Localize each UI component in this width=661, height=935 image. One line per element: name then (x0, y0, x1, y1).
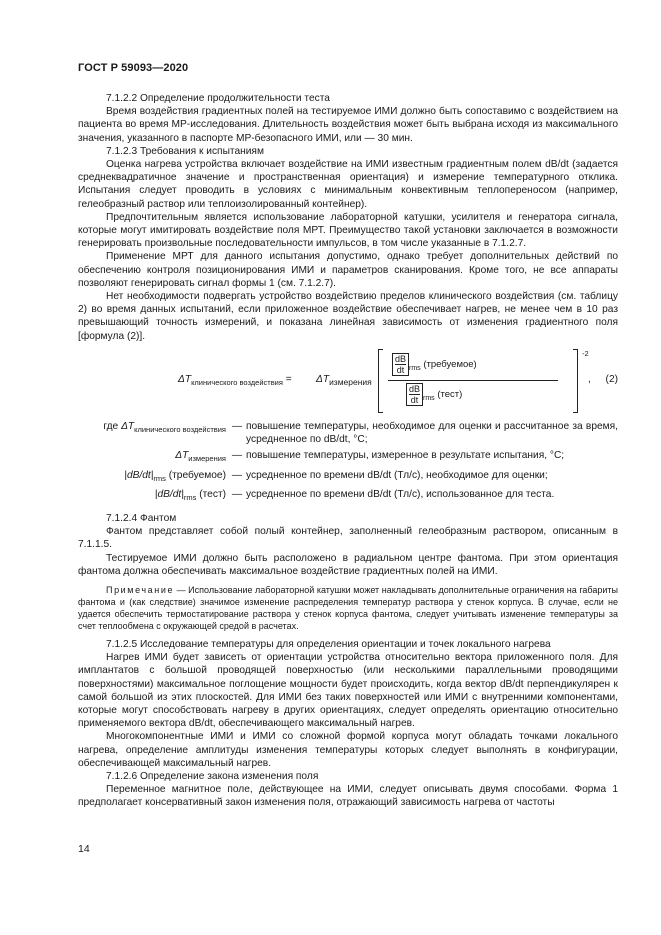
note-label: Примечание (106, 584, 175, 595)
heading-7-1-2-2: 7.1.2.2 Определение продолжительности теста (106, 93, 330, 104)
definition-row: $|dB/dt|_{rms}$ (требуемое) — усредненное по времени dB/dt (Тл/с), необходимое для оценки; (124, 469, 548, 483)
page-content (78, 92, 618, 810)
formula-numerator: $\frac{dB}{dt}$ $_{rms}$ (требуемое) (392, 353, 477, 376)
formula-definitions (78, 419, 618, 506)
paragraph: Оценка нагрева устройства включает воздействие на ИМИ известным градиентным полем dB/dt (задается среднеквадратичное значение и пространственная ориентация) и измерение температурного отклика. Испытания следует проводить в условиях с минимальным конвективным теплопереносом (например, гелеобразный раствор или теплоизолированный контейнер). (78, 159, 618, 210)
paragraph: Нагрев ИМИ будет зависеть от ориентации устройства относительно вектора приложенного поля. Для имплантатов с большой проводящей поверхностью (или несколькими параллельными проводящими поверхностями) максимальное поглощение мощности будет происходить, когда вектор dB/dt перпендикулярен к самой большой из этих плоскостей. Для ИМИ без таких поверхностей или ИМИ с внутренними компонентами, которые могут способствовать нагреву в других ориентациях, следует определять ориентацию относительно применяемого вектора dB/dt, обеспечивающего максимальный нагрев. (78, 652, 618, 730)
definition-row: $\Delta T_{измерения}$ — повышение температуры, измеренное в результате испытания, °C; (175, 450, 565, 464)
heading-7-1-2-4: 7.1.2.4 Фантом (106, 512, 177, 524)
heading-7-1-2-6: 7.1.2.6 Определение закона изменения поля (106, 771, 319, 783)
paragraph: Многокомпонентные ИМИ и ИМИ со сложной формой корпуса могут обладать точками локального нагрева, определение амплитуды изменения температуры которых следует выполнять в конфигурации, обеспечивающей максимальный нагрев. (78, 731, 618, 769)
heading-7-1-2-3: 7.1.2.3 Требования к испытаниям (106, 145, 264, 157)
paragraph: Фантом представляет собой полый контейнер, заполненный гелеобразным раствором, описанным в 7.1.1.5. (78, 526, 618, 551)
formula-lhs: $\Delta T_{клинического воздействия}$ = (178, 373, 292, 387)
paragraph: Переменное магнитное поле, действующее на ИМИ, следует описывать двумя способами. Форма 1 предполагает консервативный закон изменения поля, отражающий зависимость нагрева от частоты (78, 784, 618, 809)
note: Примечание — Использование лабораторной катушки может накладывать дополнительные ограничения на габариты фантома и (как следствие) значимое изменение распределения температур раствора у стенок корпуса. В случае, если не удается обеспечить термостатирование раствора у стенок корпуса фантома, следует учитывать изменение температуры за счет теплообмена с окружающей средой в расчетах. (78, 584, 618, 631)
definition-row: $|dB/dt|_{rms}$ (тест) — усредненное по времени dB/dt (Тл/с), использованное для теста. (154, 488, 555, 502)
formula-bracket (378, 349, 578, 413)
page-number: 14 (78, 843, 90, 855)
paragraph: Нет необходимости подвергать устройство воздействию пределов клинического воздействия (см. таблицу 2) во время данных испытаний, если приложенное воздействие обеспечивает нагрев, не менее чем в 10 раз превышающий точность измерений, и показана линейная зависимость от изменения градиентного поля [формула (2)]. (78, 291, 618, 342)
page-header: ГОСТ Р 59093—2020 (78, 62, 189, 74)
formula-power: -2 (582, 348, 589, 358)
formula-2: $\Delta T_{клинического воздействия}$ = $\Delta T_{измерения}$ $\frac{dB}{dt}$ $_{rms}$ (требуемое) $\frac{dB}{dt}$ $_{rms}$ (тест) -2 , (2) (78, 349, 618, 415)
fraction-line (388, 380, 558, 381)
formula-number: (2) (605, 373, 618, 385)
formula-denominator: $\frac{dB}{dt}$ $_{rms}$ (тест) (406, 383, 462, 406)
paragraph: Время воздействия градиентных полей на тестируемое ИМИ должно быть сопоставимо с воздействием на пациента во время МР-исследования. Длительность воздействия может быть выбрана исходя из максимального значения, указанного в паспорте МР-безопасного ИМИ, или — 30 мин. (78, 106, 618, 144)
paragraph: Применение МРТ для данного испытания допустимо, однако требует дополнительных действий по обеспечению контроля позиционирования ИМИ и параметров сканирования. Кроме того, не все аппараты позволяют генерировать сигнал формы 1 (см. 7.1.2.7). (78, 251, 618, 289)
paragraph: Предпочтительным является использование лабораторной катушки, усилителя и генератора сигнала, которые могут имитировать воздействие поля МРТ. Преимущество такой установки заключается в возможности генерировать произвольные последовательности импульсов, в том числе указанные в 7.1.2.7. (78, 211, 618, 250)
formula-measured: $\Delta T_{измерения}$ (316, 373, 372, 387)
definition-row: где $\Delta T_{клинического воздействия}$ — повышение температуры, необходимое для оценки и рассчитанное за время, усредненное по dB/dt, °C; (103, 420, 618, 446)
paragraph: Тестируемое ИМИ должно быть расположено в радиальном центре фантома. При этом ориентация фантома должна обеспечивать максимальное воздействие градиентных полей на ИМИ. (78, 552, 618, 577)
heading-7-1-2-5: 7.1.2.5 Исследование температуры для определения ориентации и точек локального нагрева (106, 638, 551, 650)
